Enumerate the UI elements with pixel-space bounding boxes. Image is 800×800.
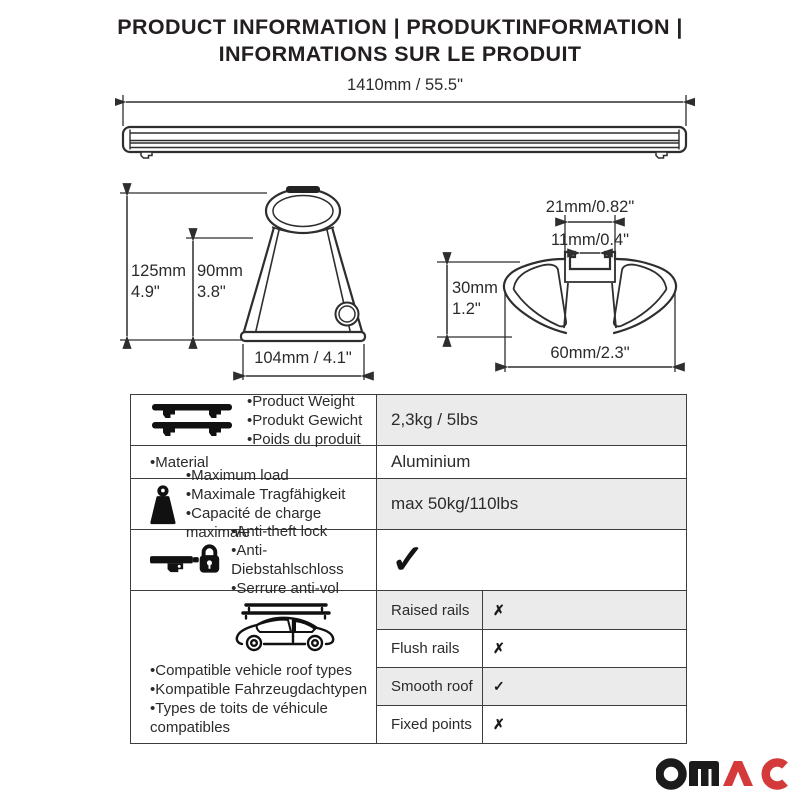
roof-rack-bars-icon bbox=[150, 401, 234, 439]
roof-type-row-smooth-roof bbox=[377, 667, 686, 705]
omac-logo-red-letters bbox=[723, 761, 785, 786]
roof-types-grid bbox=[376, 591, 686, 743]
label-anti-theft-en: •Anti-theft lock bbox=[231, 523, 328, 540]
foot-total-height-in: 4.9" bbox=[131, 283, 160, 301]
roof-types-label-cell bbox=[131, 591, 376, 743]
profile-height-mm: 30mm bbox=[452, 279, 498, 297]
spec-table bbox=[130, 394, 687, 744]
roof-type-mark: ✗ bbox=[493, 601, 505, 618]
roof-type-name: Fixed points bbox=[391, 716, 472, 733]
foot-dimension-diagram bbox=[115, 183, 385, 388]
label-max-load-de: •Maximale Tragfähigkeit bbox=[185, 486, 346, 503]
car-icon bbox=[230, 601, 340, 653]
max-load-value-cell bbox=[376, 479, 686, 529]
page-title-line2: INFORMATIONS SUR LE PRODUIT bbox=[218, 42, 582, 66]
profile-height-in: 1.2" bbox=[452, 300, 481, 318]
roof-type-row-raised-rails bbox=[377, 591, 686, 629]
crossbar-length-diagram bbox=[115, 76, 695, 176]
anti-theft-value-cell bbox=[376, 530, 686, 590]
label-material: •Material bbox=[150, 453, 209, 471]
roof-type-row-fixed-points bbox=[377, 705, 686, 743]
product-weight-label-cell bbox=[131, 392, 376, 448]
anti-theft-checkmark: ✓ bbox=[391, 538, 425, 582]
weight-icon bbox=[148, 482, 178, 526]
page-title-line1: PRODUCT INFORMATION | PRODUKTINFORMATION | bbox=[117, 15, 683, 39]
material-value: Aluminium bbox=[391, 452, 471, 471]
max-load-value: max 50kg/110lbs bbox=[391, 494, 519, 513]
crossbar-length-label: 1410mm / 55.5" bbox=[347, 76, 463, 94]
profile-total-width: 60mm/2.3" bbox=[550, 344, 630, 362]
label-roof-types-en: •Compatible vehicle roof types bbox=[150, 662, 353, 679]
foot-base-width: 104mm / 4.1" bbox=[254, 349, 352, 367]
profile-dimension-diagram bbox=[420, 195, 700, 380]
profile-slot-outer-width: 21mm/0.82" bbox=[545, 198, 635, 216]
label-product-weight-en: •Product Weight bbox=[247, 392, 355, 410]
roof-type-name: Flush rails bbox=[391, 640, 460, 657]
product-weight-value: 2,3kg / 5lbs bbox=[391, 410, 478, 429]
label-product-weight-de: •Produkt Gewicht bbox=[247, 411, 363, 429]
label-max-load-en: •Maximum load bbox=[185, 467, 289, 484]
roof-type-name: Raised rails bbox=[391, 601, 470, 619]
label-product-weight-fr: •Poids du produit bbox=[247, 430, 361, 448]
product-weight-value-cell bbox=[376, 395, 686, 445]
anti-theft-lock-icon bbox=[150, 542, 222, 578]
crossbar-drawing bbox=[115, 92, 695, 174]
omac-logo-black-letters bbox=[660, 761, 720, 786]
roof-type-mark: ✓ bbox=[493, 678, 505, 694]
roof-type-row-flush-rails bbox=[377, 629, 686, 667]
foot-total-height-mm: 125mm bbox=[131, 262, 187, 280]
roof-type-name: Smooth roof bbox=[391, 678, 473, 695]
omac-logo bbox=[656, 753, 792, 791]
label-anti-theft-fr: •Serrure anti-vol bbox=[231, 580, 339, 597]
table-row-roof-types bbox=[131, 591, 686, 743]
foot-body-height-in: 3.8" bbox=[197, 283, 226, 301]
page-title bbox=[0, 14, 800, 68]
label-anti-theft-de: •Anti-Diebstahlschloss bbox=[231, 542, 344, 578]
label-max-load-fr: •Capacité de charge maximale bbox=[185, 505, 322, 541]
label-roof-types-de: •Kompatible Fahrzeugdachtypen bbox=[150, 681, 368, 698]
material-value-cell bbox=[376, 446, 686, 478]
table-row-product-weight bbox=[131, 392, 686, 448]
roof-type-mark: ✗ bbox=[493, 716, 505, 732]
profile-slot-inner-width: 11mm/0.4" bbox=[551, 231, 629, 249]
roof-type-mark: ✗ bbox=[493, 640, 505, 656]
omac-logo-graphic bbox=[656, 753, 792, 791]
foot-body-height-mm: 90mm bbox=[197, 262, 243, 280]
label-roof-types-fr: •Types de toits de véhicule compatibles bbox=[150, 700, 328, 736]
